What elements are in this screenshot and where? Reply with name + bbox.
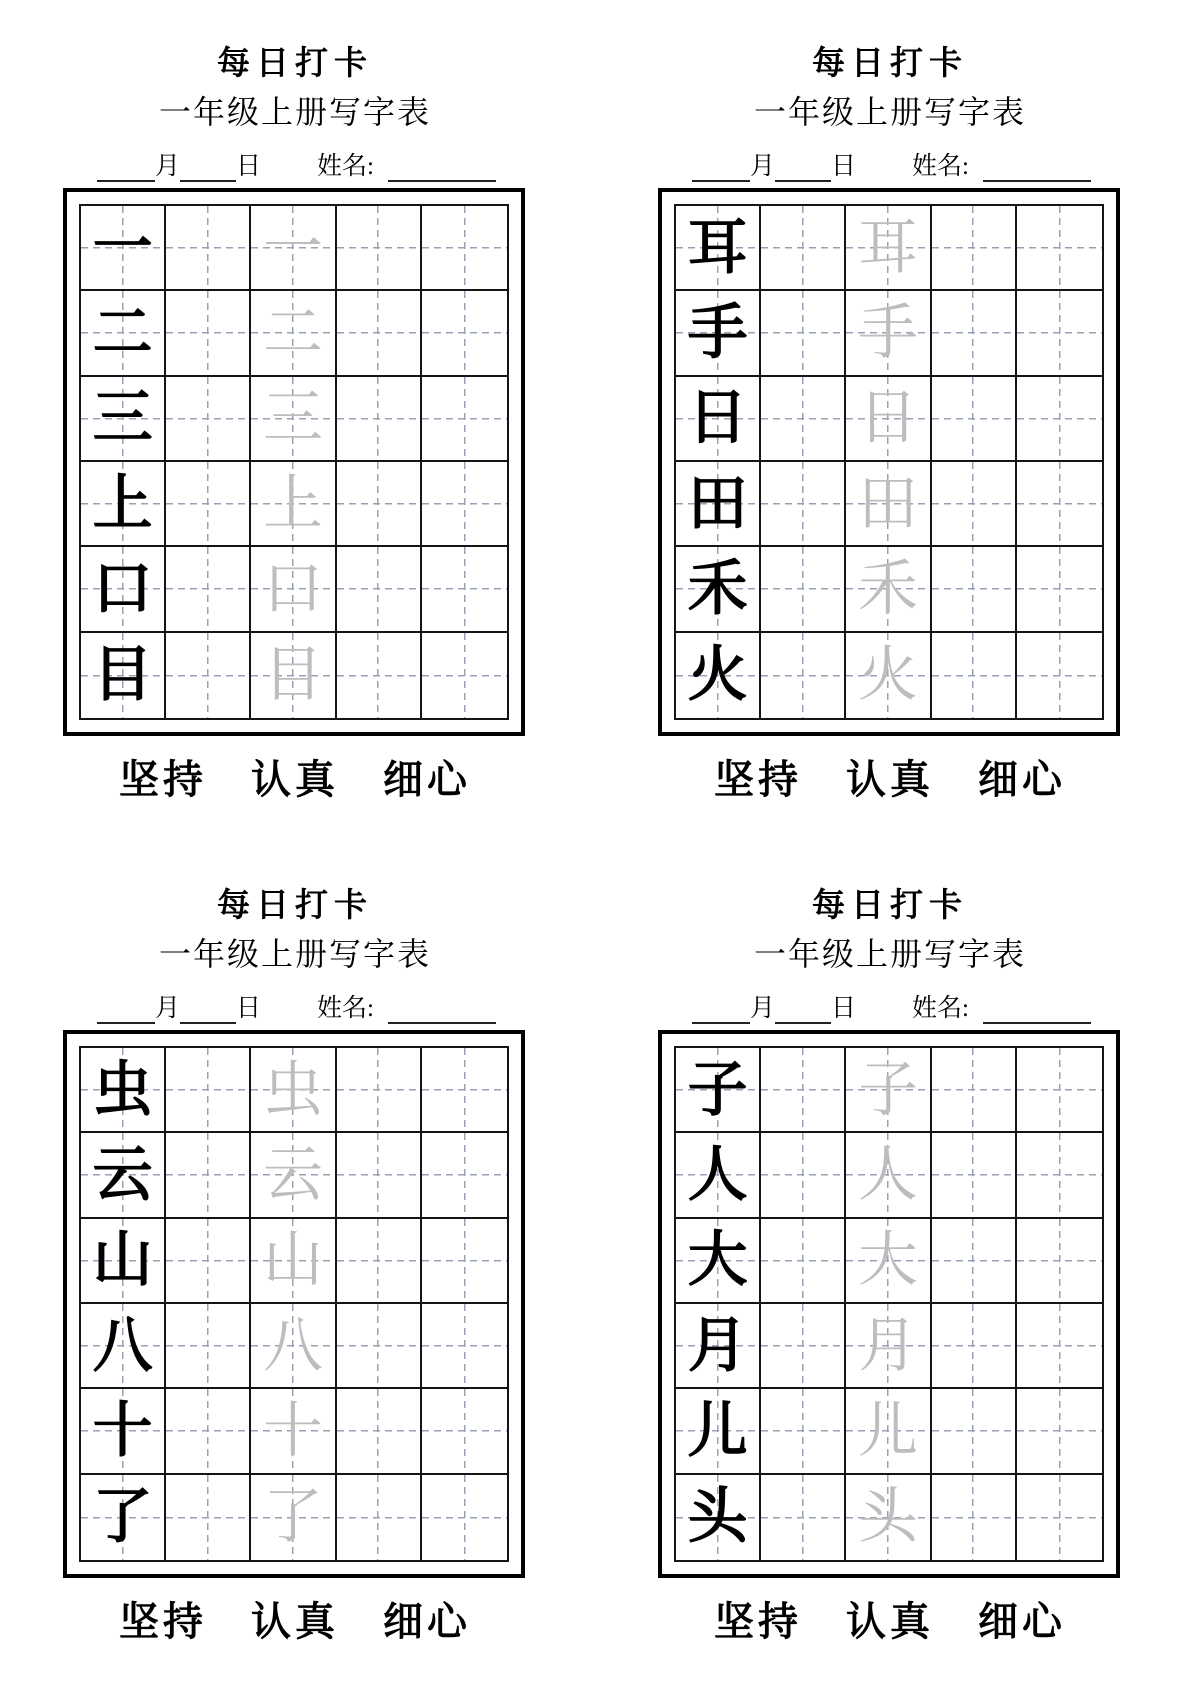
month-blank-line xyxy=(97,996,155,1024)
grid-cell xyxy=(761,1304,846,1389)
name-label: 姓名: xyxy=(912,153,969,180)
grid-cell xyxy=(337,1389,422,1474)
model-character: 手 xyxy=(687,299,748,366)
trace-character: 日 xyxy=(857,385,918,452)
grid-cell xyxy=(81,547,166,632)
grid-cell xyxy=(251,1048,336,1133)
grid-cell xyxy=(846,291,931,376)
grid-cell xyxy=(337,1133,422,1218)
grid-cell xyxy=(81,462,166,547)
model-character: 云 xyxy=(92,1141,153,1208)
trace-character: 上 xyxy=(262,470,323,537)
grid-cell xyxy=(422,1048,507,1133)
trace-character: 了 xyxy=(262,1484,323,1551)
grid-cell xyxy=(81,1304,166,1389)
trace-character: 山 xyxy=(262,1227,323,1294)
grid-cell xyxy=(761,462,846,547)
practice-sheet-top-left xyxy=(63,0,527,842)
spacer xyxy=(261,154,317,182)
motto-line xyxy=(658,1598,1122,1646)
trace-character: 田 xyxy=(857,470,918,537)
grid-cell xyxy=(422,1475,507,1560)
practice-grid-box xyxy=(658,1030,1120,1578)
grid-cell xyxy=(81,206,166,291)
grid-cell xyxy=(932,291,1017,376)
grid-cell xyxy=(676,1219,761,1304)
grid-cell xyxy=(676,1475,761,1560)
grid-cell xyxy=(251,547,336,632)
grid-cell xyxy=(1017,291,1102,376)
trace-character: 二 xyxy=(262,299,323,366)
grid-cell xyxy=(1017,1475,1102,1560)
grid-cell xyxy=(846,1219,931,1304)
grid-cell xyxy=(422,547,507,632)
trace-character: 大 xyxy=(857,1227,918,1294)
day-label: 日 xyxy=(831,995,857,1022)
motto-word: 坚持 xyxy=(714,1599,802,1644)
grid-cell xyxy=(422,291,507,376)
grid-cell xyxy=(166,547,251,632)
day-blank-line xyxy=(180,996,236,1024)
model-character: 目 xyxy=(92,642,153,709)
grid-cell xyxy=(166,462,251,547)
grid-cell xyxy=(81,1048,166,1133)
model-character: 三 xyxy=(92,385,153,452)
name-label: 姓名: xyxy=(912,995,969,1022)
grid-cell xyxy=(337,547,422,632)
grid-cell xyxy=(1017,1304,1102,1389)
grid-cell xyxy=(251,1219,336,1304)
sheet-title: 每日打卡 xyxy=(217,46,373,82)
grid-cell xyxy=(337,633,422,718)
trace-character: 耳 xyxy=(857,214,918,281)
motto-word: 细心 xyxy=(978,757,1066,802)
date-name-line xyxy=(658,992,1122,1024)
grid-cell xyxy=(846,206,931,291)
model-character: 虫 xyxy=(92,1056,153,1123)
grid-cell xyxy=(251,377,336,462)
grid-cell xyxy=(166,1389,251,1474)
grid-cell xyxy=(932,547,1017,632)
day-label: 日 xyxy=(831,153,857,180)
day-blank-line xyxy=(775,996,831,1024)
sheet-subtitle: 一年级上册写字表 xyxy=(753,936,1026,972)
trace-character: 禾 xyxy=(857,555,918,622)
grid-cell xyxy=(1017,1048,1102,1133)
grid-cell xyxy=(761,1048,846,1133)
model-character: 了 xyxy=(92,1484,153,1551)
grid-cell xyxy=(81,1219,166,1304)
grid-cell xyxy=(251,1133,336,1218)
sheet-title: 每日打卡 xyxy=(217,888,373,924)
trace-character: 人 xyxy=(857,1141,918,1208)
grid-cell xyxy=(166,1219,251,1304)
grid-cell xyxy=(81,1475,166,1560)
grid-cell xyxy=(761,206,846,291)
grid-cell xyxy=(846,1133,931,1218)
motto-word: 认真 xyxy=(846,1599,934,1644)
model-character: 耳 xyxy=(687,214,748,281)
model-character: 头 xyxy=(687,1484,748,1551)
motto-word: 坚持 xyxy=(714,757,802,802)
motto-word: 认真 xyxy=(846,757,934,802)
sheet-title: 每日打卡 xyxy=(812,46,968,82)
grid-cell xyxy=(846,633,931,718)
spacer xyxy=(856,154,912,182)
trace-character: 子 xyxy=(857,1056,918,1123)
spacer xyxy=(261,996,317,1024)
grid-cell xyxy=(1017,1389,1102,1474)
grid-cell xyxy=(166,377,251,462)
model-character: 儿 xyxy=(687,1397,748,1464)
grid-cell xyxy=(251,1389,336,1474)
sheet-subtitle: 一年级上册写字表 xyxy=(158,94,431,130)
grid-cell xyxy=(676,377,761,462)
grid-cell xyxy=(761,1133,846,1218)
date-name-line xyxy=(63,150,527,182)
grid-cell xyxy=(846,1304,931,1389)
grid-cell xyxy=(166,291,251,376)
grid-cell xyxy=(81,291,166,376)
motto-word: 认真 xyxy=(251,1599,339,1644)
grid-cell xyxy=(846,377,931,462)
month-blank-line xyxy=(692,996,750,1024)
model-character: 上 xyxy=(92,470,153,537)
grid-cell xyxy=(1017,462,1102,547)
name-label: 姓名: xyxy=(317,153,374,180)
grid-cell xyxy=(846,547,931,632)
practice-sheet-top-right xyxy=(658,0,1122,842)
trace-character: 头 xyxy=(857,1484,918,1551)
grid-cell xyxy=(846,1389,931,1474)
grid-cell xyxy=(1017,377,1102,462)
grid-cell xyxy=(337,1475,422,1560)
name-blank-line xyxy=(983,996,1091,1024)
grid-cell xyxy=(337,291,422,376)
trace-character: 三 xyxy=(262,385,323,452)
model-character: 口 xyxy=(92,555,153,622)
month-label: 月 xyxy=(750,995,776,1022)
trace-character: 八 xyxy=(262,1312,323,1379)
grid-cell xyxy=(251,1475,336,1560)
trace-character: 一 xyxy=(262,214,323,281)
day-label: 日 xyxy=(236,995,262,1022)
sheet-subtitle: 一年级上册写字表 xyxy=(753,94,1026,130)
day-blank-line xyxy=(180,154,236,182)
grid-cell xyxy=(251,633,336,718)
model-character: 子 xyxy=(687,1056,748,1123)
grid-cell xyxy=(761,291,846,376)
sheet-subtitle: 一年级上册写字表 xyxy=(158,936,431,972)
practice-grid-box xyxy=(658,188,1120,736)
month-label: 月 xyxy=(155,995,181,1022)
grid-cell xyxy=(676,1389,761,1474)
grid-cell xyxy=(422,206,507,291)
grid-cell xyxy=(166,1048,251,1133)
practice-sheet-bottom-left xyxy=(63,842,527,1684)
practice-sheet-bottom-right xyxy=(658,842,1122,1684)
grid-cell xyxy=(761,1219,846,1304)
grid-cell xyxy=(1017,547,1102,632)
name-label: 姓名: xyxy=(317,995,374,1022)
trace-character: 火 xyxy=(857,642,918,709)
grid-cell xyxy=(422,633,507,718)
grid-cell xyxy=(676,633,761,718)
name-blank-line xyxy=(388,154,496,182)
grid-cell xyxy=(422,377,507,462)
grid-cell xyxy=(676,462,761,547)
grid-cell xyxy=(1017,633,1102,718)
trace-character: 儿 xyxy=(857,1397,918,1464)
grid-cell xyxy=(422,1219,507,1304)
grid-cell xyxy=(81,633,166,718)
grid-cell xyxy=(676,1133,761,1218)
grid-cell xyxy=(932,377,1017,462)
grid-cell xyxy=(251,291,336,376)
grid-cell xyxy=(166,206,251,291)
sheet-title: 每日打卡 xyxy=(812,888,968,924)
grid-cell xyxy=(422,1389,507,1474)
date-name-line xyxy=(63,992,527,1024)
month-blank-line xyxy=(97,154,155,182)
trace-character: 虫 xyxy=(262,1056,323,1123)
grid-cell xyxy=(81,1133,166,1218)
practice-grid-box xyxy=(63,1030,525,1578)
grid-cell xyxy=(846,1048,931,1133)
motto-word: 认真 xyxy=(251,757,339,802)
grid-cell xyxy=(676,206,761,291)
grid-cell xyxy=(932,1048,1017,1133)
grid-cell xyxy=(166,1133,251,1218)
grid-cell xyxy=(676,1048,761,1133)
grid-cell xyxy=(932,1475,1017,1560)
practice-grid xyxy=(79,204,509,720)
grid-cell xyxy=(761,1389,846,1474)
motto-line xyxy=(658,756,1122,804)
motto-word: 细心 xyxy=(383,757,471,802)
grid-cell xyxy=(337,377,422,462)
trace-character: 口 xyxy=(262,555,323,622)
grid-cell xyxy=(251,206,336,291)
practice-grid xyxy=(674,1046,1104,1562)
grid-cell xyxy=(932,633,1017,718)
model-character: 人 xyxy=(687,1141,748,1208)
grid-cell xyxy=(932,206,1017,291)
grid-cell xyxy=(166,1304,251,1389)
grid-cell xyxy=(932,462,1017,547)
grid-cell xyxy=(422,462,507,547)
grid-cell xyxy=(337,1304,422,1389)
model-character: 大 xyxy=(687,1227,748,1294)
trace-character: 十 xyxy=(262,1397,323,1464)
grid-cell xyxy=(932,1304,1017,1389)
date-name-line xyxy=(658,150,1122,182)
model-character: 禾 xyxy=(687,555,748,622)
grid-cell xyxy=(761,1475,846,1560)
grid-cell xyxy=(251,1304,336,1389)
model-character: 日 xyxy=(687,385,748,452)
name-blank-line xyxy=(388,996,496,1024)
motto-word: 坚持 xyxy=(119,757,207,802)
grid-cell xyxy=(846,462,931,547)
grid-cell xyxy=(932,1389,1017,1474)
grid-cell xyxy=(932,1133,1017,1218)
grid-cell xyxy=(251,462,336,547)
grid-cell xyxy=(676,547,761,632)
practice-grid xyxy=(79,1046,509,1562)
month-label: 月 xyxy=(750,153,776,180)
grid-cell xyxy=(1017,1219,1102,1304)
grid-cell xyxy=(932,1219,1017,1304)
motto-word: 坚持 xyxy=(119,1599,207,1644)
name-blank-line xyxy=(983,154,1091,182)
motto-word: 细心 xyxy=(978,1599,1066,1644)
motto-line xyxy=(63,1598,527,1646)
model-character: 山 xyxy=(92,1227,153,1294)
grid-cell xyxy=(761,633,846,718)
grid-cell xyxy=(81,1389,166,1474)
grid-cell xyxy=(1017,1133,1102,1218)
model-character: 二 xyxy=(92,299,153,366)
model-character: 一 xyxy=(92,214,153,281)
grid-cell xyxy=(846,1475,931,1560)
grid-cell xyxy=(337,206,422,291)
trace-character: 目 xyxy=(262,642,323,709)
trace-character: 月 xyxy=(857,1312,918,1379)
trace-character: 手 xyxy=(857,299,918,366)
model-character: 八 xyxy=(92,1312,153,1379)
month-label: 月 xyxy=(155,153,181,180)
grid-cell xyxy=(81,377,166,462)
grid-cell xyxy=(1017,206,1102,291)
day-label: 日 xyxy=(236,153,262,180)
grid-cell xyxy=(166,633,251,718)
model-character: 十 xyxy=(92,1397,153,1464)
model-character: 火 xyxy=(687,642,748,709)
day-blank-line xyxy=(775,154,831,182)
month-blank-line xyxy=(692,154,750,182)
spacer xyxy=(856,996,912,1024)
practice-grid xyxy=(674,204,1104,720)
grid-cell xyxy=(166,1475,251,1560)
model-character: 月 xyxy=(687,1312,748,1379)
grid-cell xyxy=(422,1133,507,1218)
grid-cell xyxy=(337,1048,422,1133)
grid-cell xyxy=(676,1304,761,1389)
motto-line xyxy=(63,756,527,804)
grid-cell xyxy=(337,462,422,547)
grid-cell xyxy=(676,291,761,376)
trace-character: 云 xyxy=(262,1141,323,1208)
grid-cell xyxy=(761,377,846,462)
model-character: 田 xyxy=(687,470,748,537)
grid-cell xyxy=(422,1304,507,1389)
grid-cell xyxy=(761,547,846,632)
grid-cell xyxy=(337,1219,422,1304)
motto-word: 细心 xyxy=(383,1599,471,1644)
practice-grid-box xyxy=(63,188,525,736)
